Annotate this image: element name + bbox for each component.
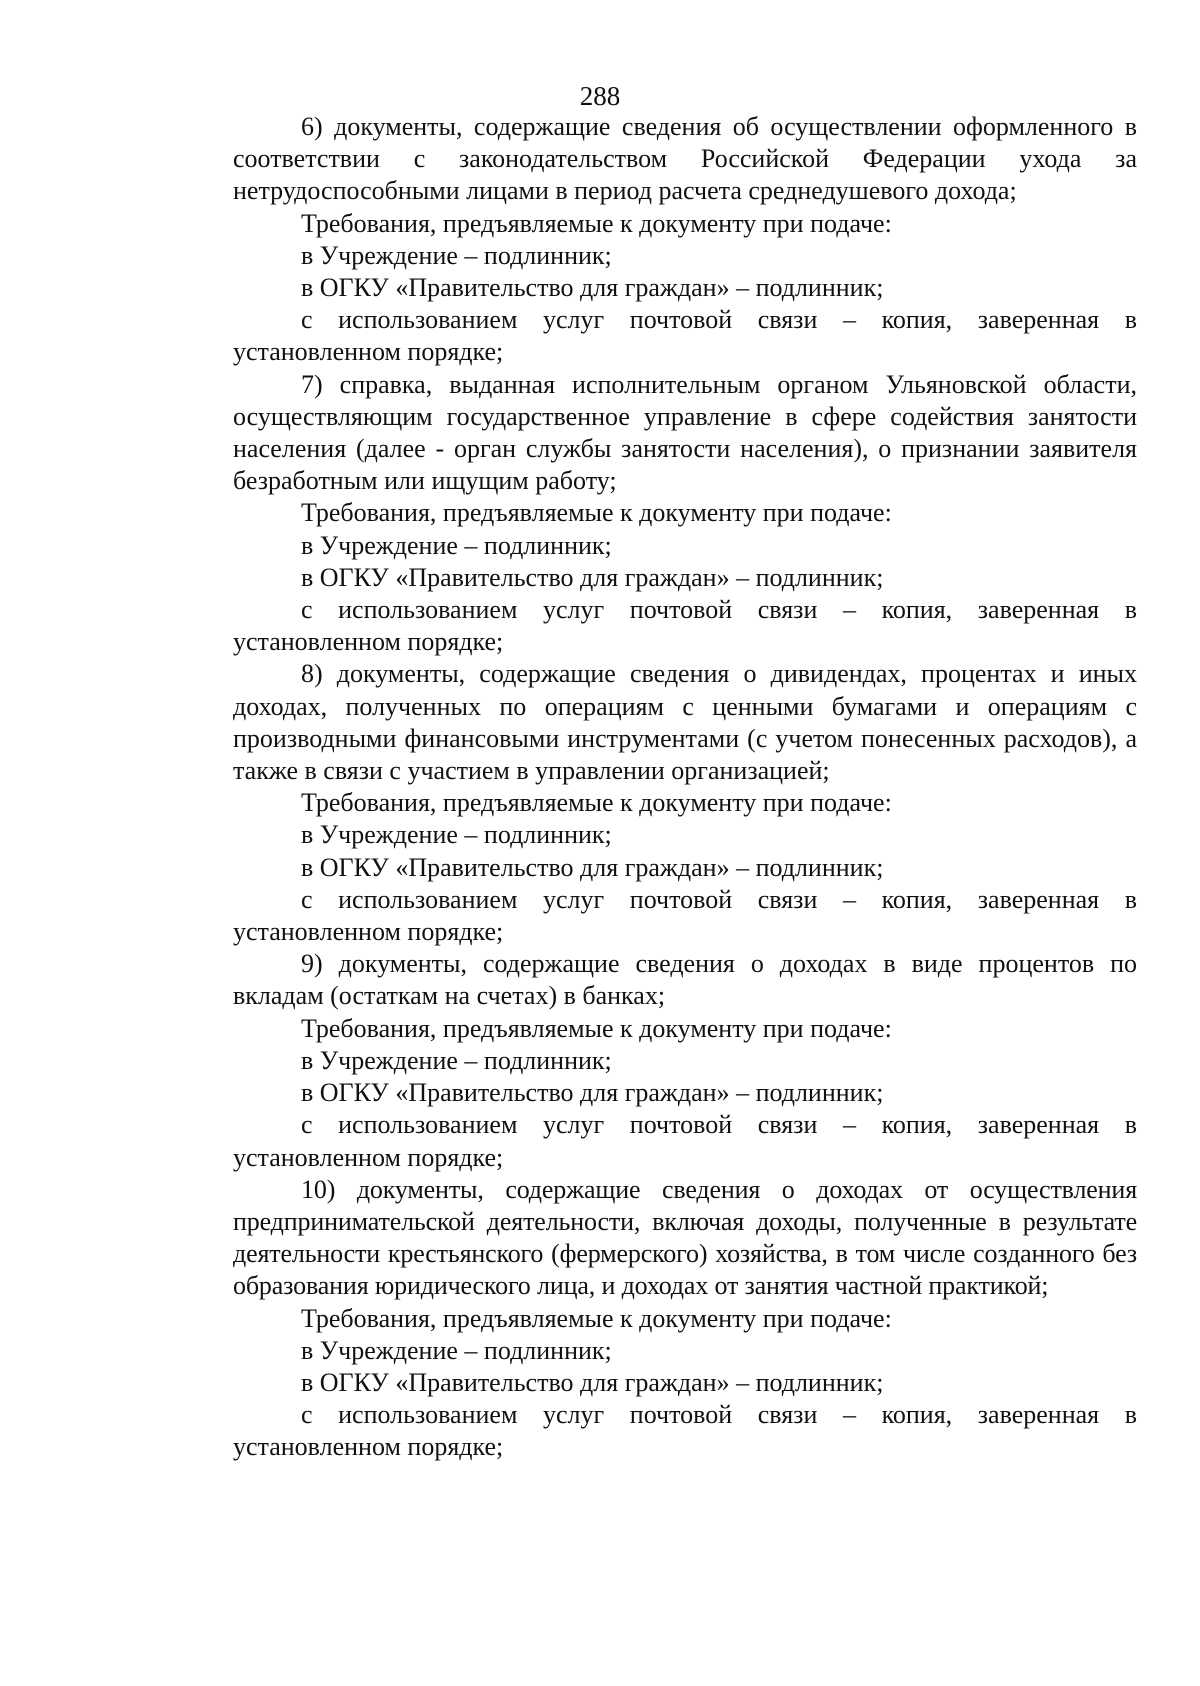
paragraph-postal-copy: с использованием услуг почтовой связи – копия, заверенная в установленном порядке; xyxy=(233,305,1137,367)
paragraph-institution-original: в Учреждение – подлинник; xyxy=(301,820,612,850)
paragraph-postal-copy: с использованием услуг почтовой связи – копия, заверенная в установленном порядке; xyxy=(233,1110,1137,1172)
paragraph-postal-copy: с использованием услуг почтовой связи – копия, заверенная в установленном порядке; xyxy=(233,884,1137,947)
paragraph-postal-copy: с использованием услуг почтовой связи – копия, заверенная в установленном порядке; xyxy=(233,1400,1137,1462)
paragraph-requirements-heading: Требования, предъявляемые к документу при подаче: xyxy=(301,498,892,528)
paragraph-requirements-heading: Требования, предъявляемые к документу при подаче: xyxy=(301,1303,892,1333)
paragraph-ogku-original: в ОГКУ «Правительство для граждан» – подлинник; xyxy=(301,1367,884,1397)
paragraph-item-9: 9) документы, содержащие сведения о доходах в виде процентов по вкладам (остаткам на счетах) в банках; xyxy=(233,949,1137,1011)
paragraph-ogku-original: в ОГКУ «Правительство для граждан» – подлинник; xyxy=(301,852,884,882)
paragraph-postal-copy: с использованием услуг почтовой связи – копия, заверенная в установленном порядке; xyxy=(233,595,1137,657)
paragraph-requirements-heading: Требования, предъявляемые к документу при подаче: xyxy=(301,208,892,238)
paragraph-item-10: 10) документы, содержащие сведения о доходах от осуществления предпринимательской деятельности, включая доходы, полученные в результате деятельности крестьянского (фермерского) хозяйства, в том числе созданного без образования юридического лица, и доходах от занятия частной практикой; xyxy=(233,1174,1137,1301)
paragraph-item-6: 6) документы, содержащие сведения об осуществлении оформленного в соответствии с законодательством Российской Федерации ухода за нетрудоспособными лицами в период расчета среднедушевого дохода; xyxy=(233,112,1137,206)
paragraph-institution-original: в Учреждение – подлинник; xyxy=(301,1335,612,1365)
paragraph-institution-original: в Учреждение – подлинник; xyxy=(301,1045,612,1075)
document-body xyxy=(233,111,1137,1464)
paragraph-ogku-original: в ОГКУ «Правительство для граждан» – подлинник; xyxy=(301,562,884,592)
paragraph-item-8: 8) документы, содержащие сведения о дивидендах, процентах и иных доходах, полученных по операциям с ценными бумагами и операциям с производными финансовыми инструментами (с учетом понесенных расходов), а также в связи с участием в управлении организацией; xyxy=(233,659,1137,786)
paragraph-requirements-heading: Требования, предъявляемые к документу при подаче: xyxy=(301,788,892,818)
paragraph-ogku-original: в ОГКУ «Правительство для граждан» – подлинник; xyxy=(301,1078,884,1108)
paragraph-item-7: 7) справка, выданная исполнительным органом Ульяновской области, осуществляющим государственное управление в сфере содействия занятости населения (далее - орган службы занятости населения), о признании заявителя безработным или ищущим работу; xyxy=(233,369,1137,496)
paragraph-institution-original: в Учреждение – подлинник; xyxy=(301,530,612,560)
page-number: 288 xyxy=(579,81,621,111)
paragraph-institution-original: в Учреждение – подлинник; xyxy=(301,240,612,270)
paragraph-requirements-heading: Требования, предъявляемые к документу при подаче: xyxy=(301,1013,892,1043)
paragraph-ogku-original: в ОГКУ «Правительство для граждан» – подлинник; xyxy=(301,273,884,303)
